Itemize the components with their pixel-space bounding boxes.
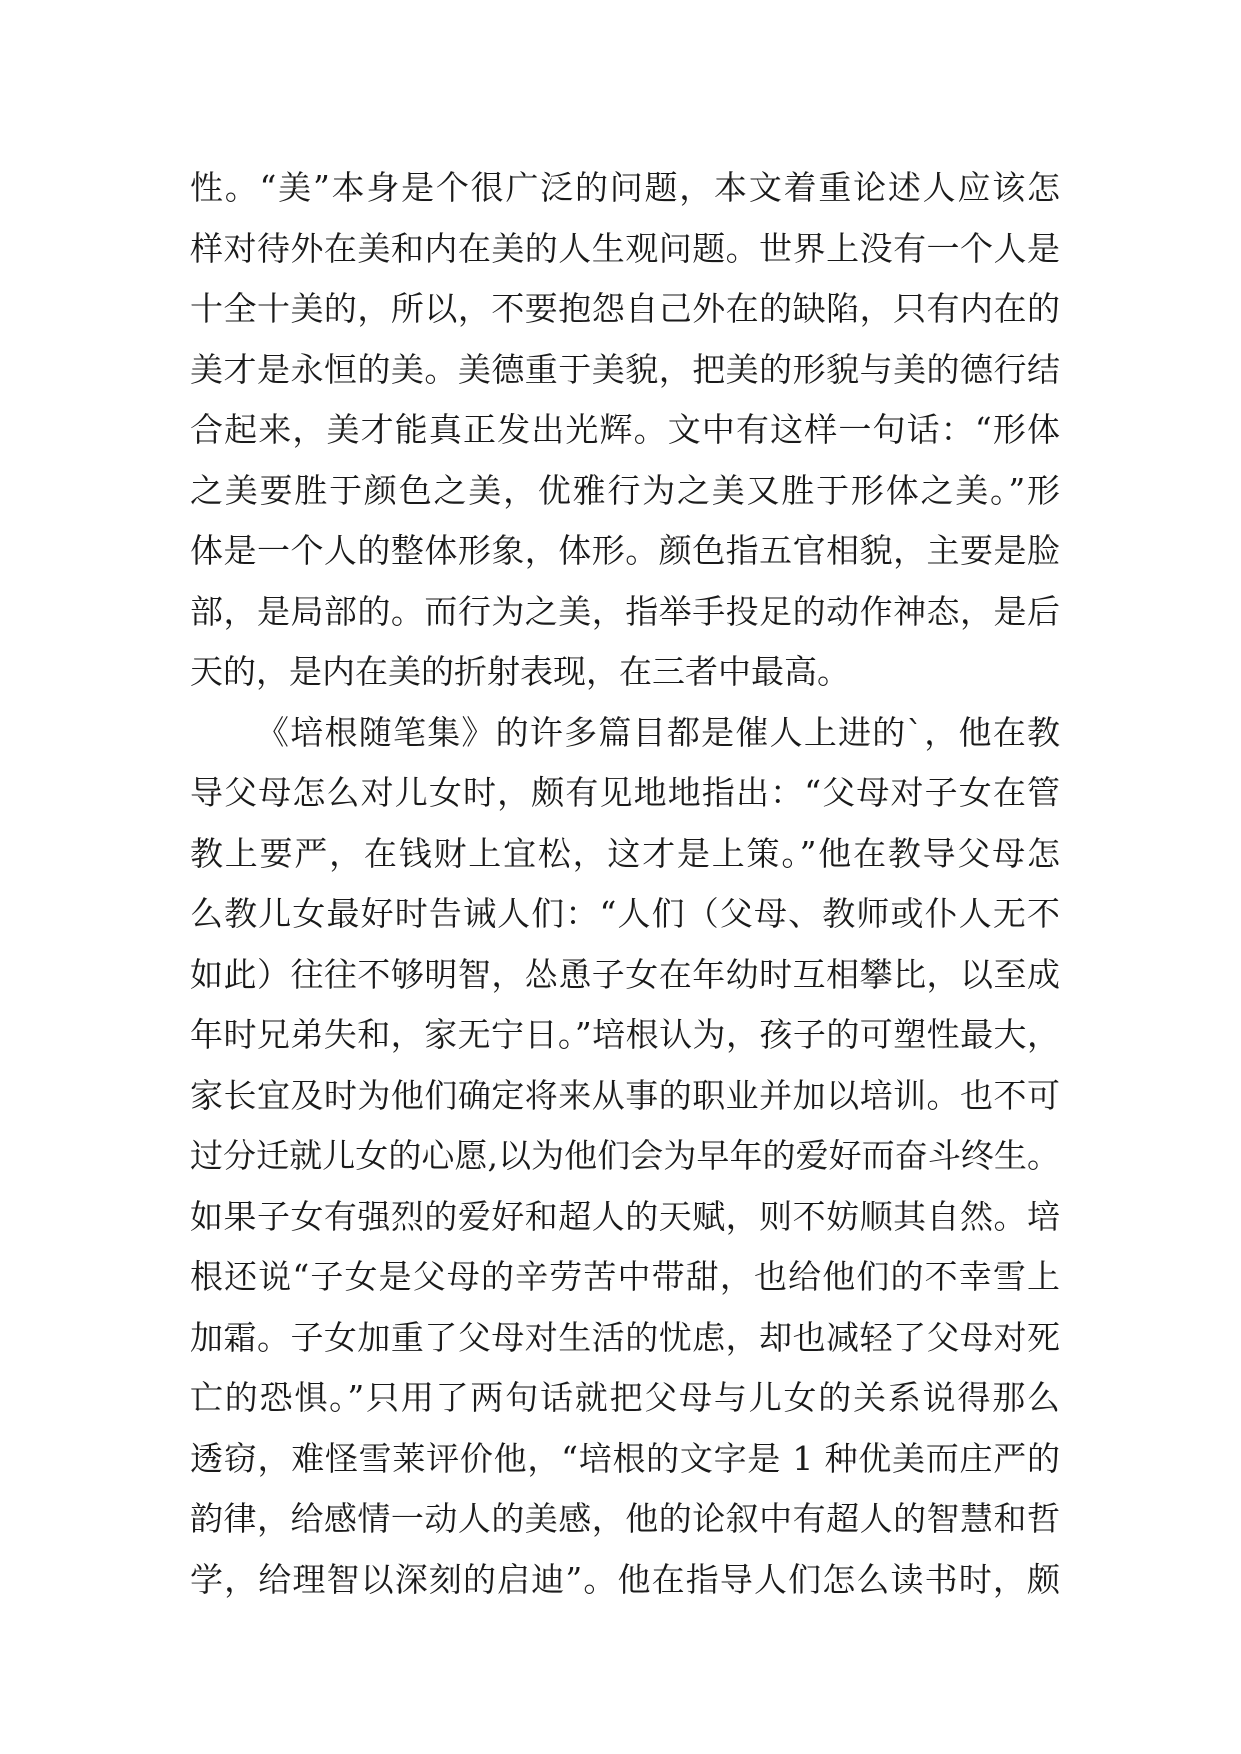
- text-line: 天的，是内在美的折射表现，在三者中最高。: [190, 652, 850, 691]
- text-line: 家长宜及时为他们确定将来从事的职业并加以培训。也不可: [190, 1075, 1060, 1115]
- text-line: 之美要胜于颜色之美，优雅行为之美又胜于形体之美。”形: [190, 470, 1060, 510]
- text-line: 性。“美”本身是个很广泛的问题，本文着重论述人应该怎: [190, 168, 1060, 207]
- text-line: 透窃，难怪雪莱评价他，“培根的文字是 1 种优美而庄严的: [190, 1438, 1060, 1478]
- text-line: 合起来，美才能真正发出光辉。文中有这样一句话：“形体: [190, 410, 1060, 449]
- text-line: 样对待外在美和内在美的人生观问题。世界上没有一个人是: [190, 228, 1060, 268]
- text-line: 学，给理智以深刻的启迪”。他在指导人们怎么读书时，颇: [190, 1559, 1060, 1599]
- body-text: [190, 158, 1060, 1610]
- text-line: 如此）往往不够明智，怂恿子女在年幼时互相攀比，以至成: [190, 954, 1060, 994]
- text-line: 亡的恐惧。”只用了两句话就把父母与儿女的关系说得那么: [190, 1378, 1060, 1417]
- text-line: 体是一个人的整体形象，体形。颜色指五官相貌，主要是脸: [190, 531, 1060, 570]
- text-line: 过分迁就儿女的心愿,以为他们会为早年的爱好而奋斗终生。: [190, 1136, 1060, 1175]
- text-line: 十全十美的，所以，不要抱怨自己外在的缺陷，只有内在的: [190, 289, 1060, 328]
- text-line: 部，是局部的。而行为之美，指举手投足的动作神态，是后: [190, 591, 1060, 631]
- text-line: 教上要严，在钱财上宜松，这才是上策。”他在教导父母怎: [190, 833, 1060, 873]
- text-line: 年时兄弟失和，家无宁日。”培根认为，孩子的可塑性最大，: [190, 1015, 1060, 1054]
- text-line: 根还说“子女是父母的辛劳苦中带甜，也给他们的不幸雪上: [190, 1257, 1060, 1296]
- text-line: 导父母怎么对儿女时，颇有见地地指出：“父母对子女在管: [190, 773, 1060, 812]
- text-line: 韵律，给感情一动人的美感，他的论叙中有超人的智慧和哲: [190, 1499, 1060, 1538]
- paragraph-first-line: 《培根随笔集》的许多篇目都是催人上进的`，他在教: [256, 712, 1060, 752]
- text-line: 么教儿女最好时告诫人们：“人们（父母、教师或仆人无不: [190, 894, 1060, 933]
- text-line: 美才是永恒的美。美德重于美貌，把美的形貌与美的德行结: [190, 349, 1060, 389]
- text-line: 加霜。子女加重了父母对生活的忧虑，却也减轻了父母对死: [190, 1317, 1060, 1357]
- text-line: 如果子女有强烈的爱好和超人的天赋，则不妨顺其自然。培: [190, 1196, 1060, 1236]
